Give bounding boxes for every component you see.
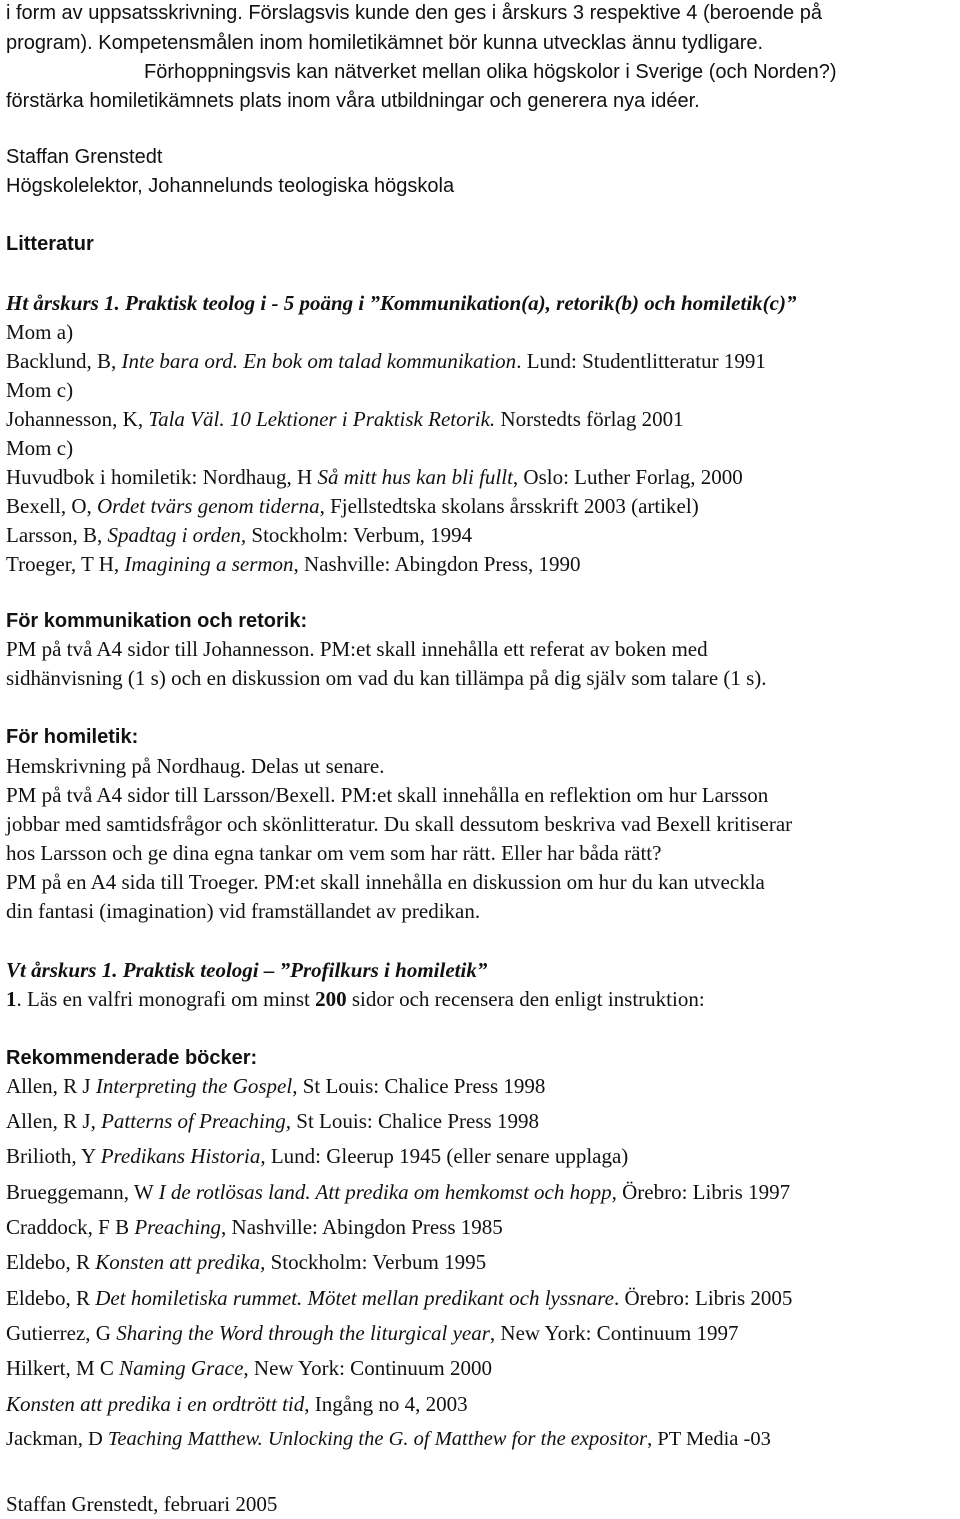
book-item (6, 1108, 539, 1134)
ref-title: Imagining a sermon (124, 552, 294, 576)
book-item (6, 1320, 738, 1346)
mom-a: Mom a) (6, 320, 74, 344)
book-author: Craddock, F B (6, 1215, 135, 1239)
homiletik-heading: För homiletik: (6, 726, 139, 748)
ref-publisher: . Lund: Studentlitteratur 1991 (516, 349, 766, 373)
ref-author: Johannesson, K, (6, 407, 149, 431)
book-title: Konsten att predika, (95, 1250, 266, 1274)
vt-text-1: . Läs en valfri monografi om minst (16, 987, 316, 1011)
book-publisher: , Lund: Gleerup 1945 (eller senare upplaga) (260, 1144, 629, 1168)
ref-publisher: , Oslo: Luther Forlag, 2000 (512, 465, 743, 489)
page-footer: Staffan Grenstedt, februari 2005 (6, 1492, 278, 1516)
intro-line-4: förstärka homiletikämnets plats inom våra utbildningar och generera nya idéer. (6, 90, 700, 112)
rekommenderade-heading: Rekommenderade böcker: (6, 1047, 258, 1069)
book-item (6, 1073, 545, 1099)
ref-huvudbok (6, 464, 743, 490)
book-publisher: , Ingång no 4, 2003 (304, 1392, 468, 1416)
book-author: Eldebo, R (6, 1286, 96, 1310)
book-item (6, 1426, 771, 1452)
book-publisher: St Louis: Chalice Press 1998 (291, 1109, 539, 1133)
book-publisher: , New York: Continuum 2000 (243, 1356, 492, 1380)
book-item (6, 1391, 468, 1417)
intro-line-2: program). Kompetensmålen inom homiletikämnet bör kunna utvecklas ännu tydligare. (6, 32, 764, 54)
ref-author: Bexell, O, (6, 494, 97, 518)
ref-author: Larsson, B, (6, 523, 108, 547)
book-author: Hilkert, M C (6, 1356, 120, 1380)
book-author: Brilioth, Y (6, 1144, 101, 1168)
vt-instruction (6, 986, 705, 1012)
book-title: I de rotlösas land. Att predika om hemkomst och hopp, (158, 1180, 617, 1204)
ref-publisher: , Nashville: Abingdon Press, 1990 (293, 552, 581, 576)
book-author: Eldebo, R (6, 1250, 96, 1274)
book-title: Naming Grace (119, 1356, 244, 1380)
homiletik-line-1: Hemskrivning på Nordhaug. Delas ut senare. (6, 754, 385, 778)
ref-backlund (6, 348, 766, 374)
book-title: Interpreting the Gospel (95, 1074, 293, 1098)
book-item (6, 1179, 790, 1205)
intro-line-3: Förhoppningsvis kan nätverket mellan olika högskolor i Sverige (och Norden?) (144, 61, 837, 83)
ref-bexell (6, 493, 699, 519)
homiletik-line-5: PM på en A4 sida till Troeger. PM:et skall innehålla en diskussion om hur du kan utveckla (6, 870, 765, 894)
book-publisher: Örebro: Libris 1997 (616, 1180, 791, 1204)
ht-heading: Ht årskurs 1. Praktisk teolog i - 5 poäng i ”Kommunikation(a), retorik(b) och homiletik(c)” (6, 291, 797, 315)
book-item (6, 1355, 492, 1381)
ref-author: Backlund, B, (6, 349, 122, 373)
book-item (6, 1249, 486, 1275)
ref-larsson (6, 522, 472, 548)
book-title: Preaching (134, 1215, 222, 1239)
book-title: Predikans Historia (100, 1144, 261, 1168)
homiletik-line-2: PM på två A4 sidor till Larsson/Bexell. PM:et skall innehålla en reflektion om hur Larsson (6, 783, 769, 807)
intro-line-1: i form av uppsatsskrivning. Förslagsvis kunde den ges i årskurs 3 respektive 4 (beroende på (6, 2, 822, 24)
ref-title: Ordet tvärs genom tiderna (96, 494, 320, 518)
vt-page-count: 200 (315, 987, 347, 1011)
book-author: Allen, R J, (6, 1109, 102, 1133)
book-publisher: Stockholm: Verbum 1995 (265, 1250, 487, 1274)
ref-author: Huvudbok i homiletik: Nordhaug, H (6, 465, 318, 489)
book-author: Jackman, D (6, 1428, 108, 1450)
ref-publisher: Norstedts förlag 2001 (495, 407, 684, 431)
book-item (6, 1143, 628, 1169)
book-author: Gutierrez, G (6, 1321, 117, 1345)
book-item (6, 1285, 792, 1311)
homiletik-line-6: din fantasi (imagination) vid framställandet av predikan. (6, 899, 481, 923)
book-publisher: . Örebro: Libris 2005 (613, 1286, 793, 1310)
ref-johannesson (6, 406, 684, 432)
homiletik-line-4: hos Larsson och ge dina egna tankar om vem som har rätt. Eller har båda rätt? (6, 841, 662, 865)
mom-c-1: Mom c) (6, 378, 74, 402)
kommunikation-line-2: sidhänvisning (1 s) och en diskussion om vad du kan tillämpa på dig själv som talare (1 s). (6, 666, 767, 690)
kommunikation-heading: För kommunikation och retorik: (6, 610, 308, 632)
book-title: Konsten att predika i en ordtrött tid (6, 1392, 305, 1416)
kommunikation-line-1: PM på två A4 sidor till Johannesson. PM:et skall innehålla ett referat av boken med (6, 637, 708, 661)
signature-name: Staffan Grenstedt (6, 146, 163, 168)
book-title: Patterns of Preaching, (101, 1109, 292, 1133)
book-item (6, 1214, 503, 1240)
ref-title: Inte bara ord. En bok om talad kommunikation (121, 349, 517, 373)
vt-text-2: sidor och recensera den enligt instruktion: (346, 987, 705, 1011)
book-publisher: , St Louis: Chalice Press 1998 (292, 1074, 546, 1098)
ref-title: Spadtag i orden, (107, 523, 247, 547)
ref-author: Troeger, T H, (6, 552, 125, 576)
mom-c-2: Mom c) (6, 436, 74, 460)
ref-title: Så mitt hus kan bli fullt (317, 465, 513, 489)
book-publisher: , PT Media -03 (647, 1428, 771, 1450)
book-title: Teaching Matthew. Unlocking the G. of Matthew for the expositor (107, 1428, 648, 1450)
ref-publisher: Stockholm: Verbum, 1994 (246, 523, 473, 547)
litteratur-heading: Litteratur (6, 233, 94, 255)
book-title: Sharing the Word through the liturgical year (116, 1321, 490, 1345)
ref-publisher: , Fjellstedtska skolans årsskrift 2003 (artikel) (319, 494, 699, 518)
book-title: Det homiletiska rummet. Mötet mellan predikant och lyssnare (95, 1286, 614, 1310)
book-author: Brueggemann, W (6, 1180, 159, 1204)
vt-heading: Vt årskurs 1. Praktisk teologi – ”Profilkurs i homiletik” (6, 958, 488, 982)
book-publisher: , Nashville: Abingdon Press 1985 (221, 1215, 503, 1239)
book-publisher: , New York: Continuum 1997 (489, 1321, 739, 1345)
book-author: Allen, R J (6, 1074, 96, 1098)
vt-number: 1 (6, 987, 17, 1011)
ref-title: Tala Väl. 10 Lektioner i Praktisk Retorik. (148, 407, 496, 431)
homiletik-line-3: jobbar med samtidsfrågor och skönlitteratur. Du skall dessutom beskriva vad Bexell kritiserar (6, 812, 793, 836)
ref-troeger (6, 551, 581, 577)
signature-role: Högskolelektor, Johannelunds teologiska högskola (6, 175, 455, 197)
